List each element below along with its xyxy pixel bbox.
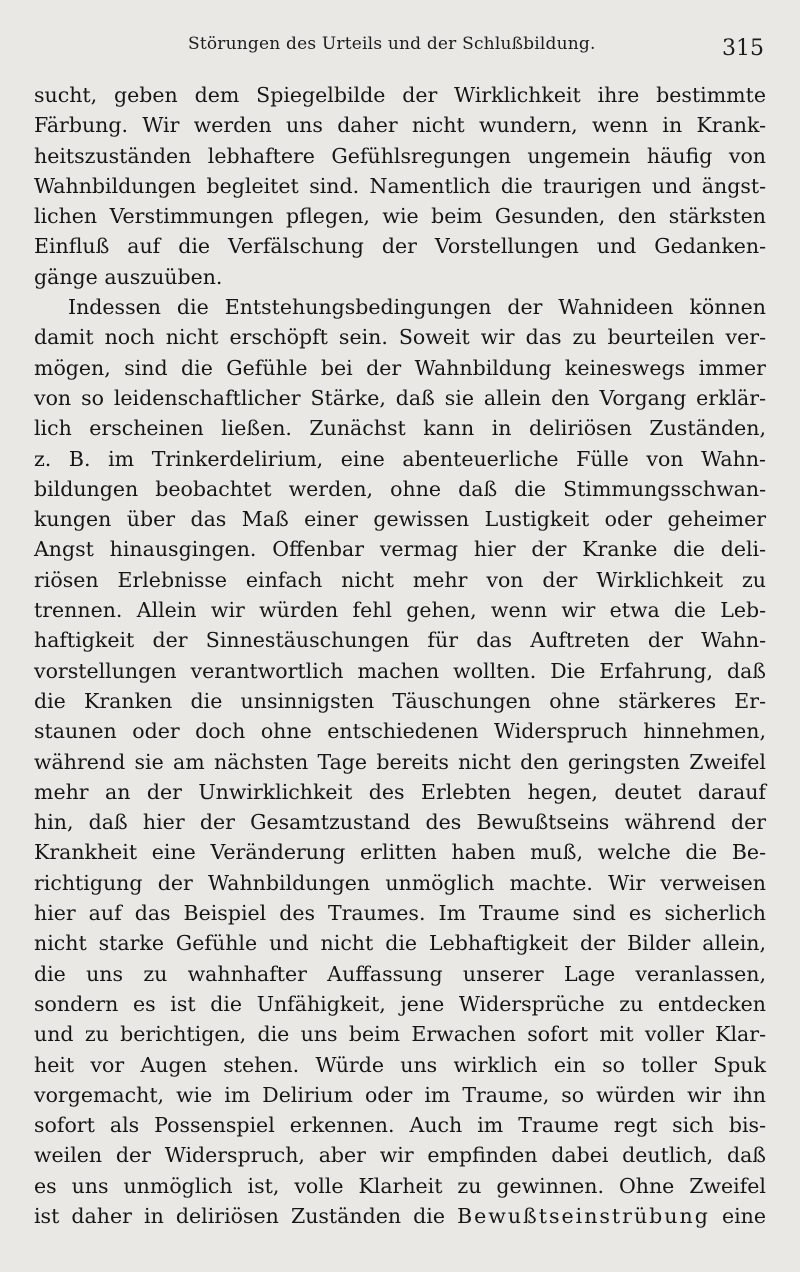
page-number: 315 — [722, 36, 764, 61]
text-line: lichen Verstimmungen pflegen, wie beim Gesunden, den stärksten — [34, 204, 766, 229]
text-line: die Kranken die unsinnigsten Täuschungen ohne stärkeres Er- — [34, 688, 766, 713]
text-line: Wahnbildungen begleitet sind. Namentlich die traurigen und ängst- — [34, 173, 766, 198]
text-line: trennen. Allein wir würden fehl gehen, wenn wir etwa die Leb- — [34, 598, 766, 623]
text-line: Einfluß auf die Verfälschung der Vorstellungen und Gedanken- — [34, 234, 766, 259]
text-line: nicht starke Gefühle und nicht die Lebhaftigkeit der Bilder allein, — [34, 931, 766, 956]
text-line: heitszuständen lebhaftere Gefühlsregungen ungemein häufig von — [34, 143, 766, 168]
text-line: Krankheit eine Veränderung erlitten haben muß, welche die Be- — [34, 840, 766, 865]
text-line: haftigkeit der Sinnestäuschungen für das Auftreten der Wahn- — [34, 628, 766, 653]
text-line: mögen, sind die Gefühle bei der Wahnbildung keineswegs immer — [34, 355, 766, 380]
text-line: z. B. im Trinkerdelirium, eine abenteuerliche Fülle von Wahn- — [34, 446, 766, 471]
text-line: riösen Erlebnisse einfach nicht mehr von der Wirklichkeit zu — [34, 567, 766, 592]
paragraph-start-line: Indessen die Entstehungsbedingungen der Wahnideen können — [68, 295, 766, 320]
final-line-start: ist daher in deliriösen Zuständen die — [34, 1203, 445, 1228]
body-text — [34, 80, 766, 1231]
final-text-line — [34, 1201, 766, 1231]
text-line: heit vor Augen stehen. Würde uns wirklich ein so toller Spuk — [34, 1052, 766, 1077]
running-title: Störungen des Urteils und der Schlußbildung. — [188, 34, 596, 54]
text-line: die uns zu wahnhafter Auffassung unserer Lage veranlassen, — [34, 961, 766, 986]
final-line-end: eine — [721, 1203, 766, 1228]
text-line: und zu berichtigen, die uns beim Erwachen sofort mit voller Klar- — [34, 1022, 766, 1047]
text-line: hier auf das Beispiel des Traumes. Im Traume sind es sicherlich — [34, 901, 766, 926]
text-line: sucht, geben dem Spiegelbilde der Wirklichkeit ihre bestimmte — [34, 83, 766, 107]
text-line: lich erscheinen ließen. Zunächst kann in deliriösen Zuständen, — [34, 416, 766, 441]
text-line: staunen oder doch ohne entschiedenen Widerspruch hinnehmen, — [34, 719, 766, 744]
text-line: hin, daß hier der Gesamtzustand des Bewußtseins während der — [34, 810, 766, 835]
text-line: weilen der Widerspruch, aber wir empfinden dabei deutlich, daß — [34, 1143, 766, 1168]
text-line: sofort als Possenspiel erkennen. Auch im Traume regt sich bis- — [34, 1113, 766, 1138]
text-line: mehr an der Unwirklichkeit des Erlebten hegen, deutet darauf — [34, 779, 766, 804]
paragraph-end-line: gänge auszuüben. — [34, 264, 223, 289]
text-line: es uns unmöglich ist, volle Klarheit zu gewinnen. Ohne Zweifel — [34, 1173, 766, 1198]
page-header — [0, 32, 800, 62]
text-line: bildungen beobachtet werden, ohne daß die Stimmungsschwan- — [34, 476, 766, 501]
text-line: Färbung. Wir werden uns daher nicht wundern, wenn in Krank- — [34, 113, 766, 138]
text-line: kungen über das Maß einer gewissen Lustigkeit oder geheimer — [34, 507, 766, 532]
text-line: Angst hinausgingen. Offenbar vermag hier der Kranke die deli- — [34, 537, 766, 562]
text-line: vorstellungen verantwortlich machen wollten. Die Erfahrung, daß — [34, 658, 766, 683]
text-line: von so leidenschaftlicher Stärke, daß sie allein den Vorgang erklär- — [34, 385, 766, 410]
text-line: damit noch nicht erschöpft sein. Soweit wir das zu beurteilen ver- — [34, 325, 766, 350]
text-line: richtigung der Wahnbildungen unmöglich machte. Wir verweisen — [34, 870, 766, 895]
text-line: sondern es ist die Unfähigkeit, jene Widersprüche zu entdecken — [34, 991, 766, 1016]
text-line: vorgemacht, wie im Delirium oder im Traume, so würden wir ihn — [34, 1082, 766, 1107]
emphasized-term: Bewußtseinstrübung — [457, 1203, 710, 1228]
text-line: während sie am nächsten Tage bereits nicht den geringsten Zweifel — [34, 749, 766, 774]
